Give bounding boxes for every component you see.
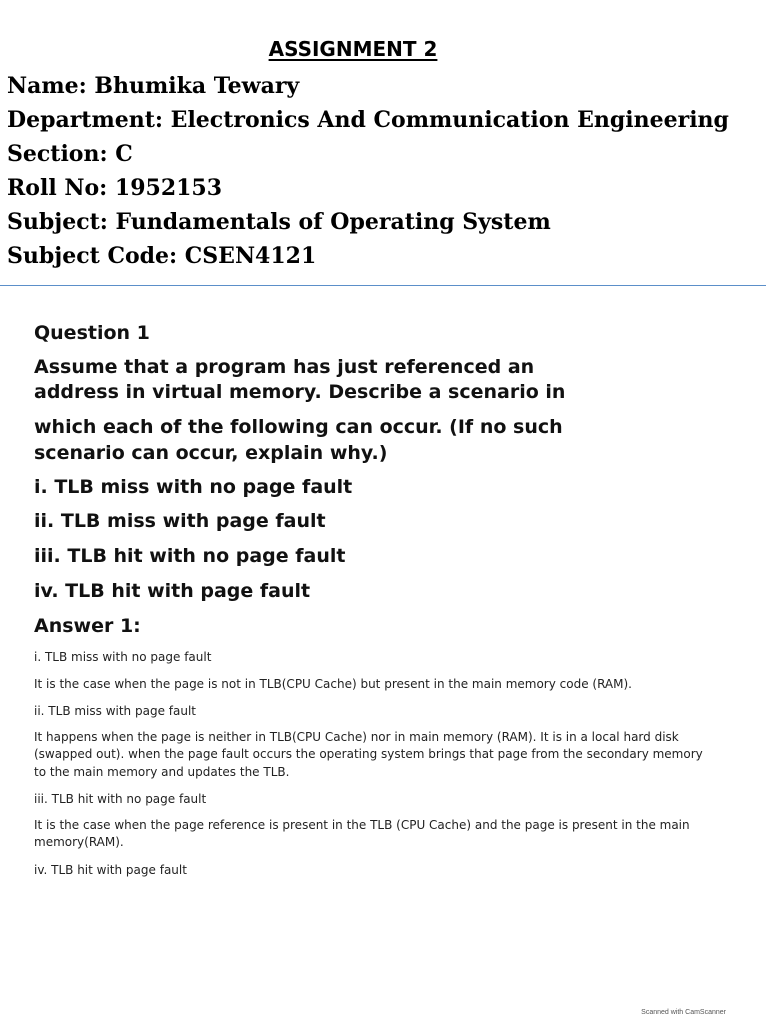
- answer-paragraph-line: It is the case when the page is not in TLB(CPU Cache) but present in the main memory code (RAM).: [34, 677, 632, 691]
- answer-paragraph-line: (swapped out). when the page fault occurs the operating system brings that page from the secondary memory: [34, 747, 703, 761]
- department-line: Department: Electronics And Communication Engineering: [7, 107, 729, 133]
- question-text-line: Assume that a program has just referenced an: [34, 356, 535, 378]
- answer-paragraph-line: It happens when the page is neither in TLB(CPU Cache) nor in main memory (RAM). It is in a local hard disk: [34, 730, 679, 744]
- answer-subheading: i. TLB miss with no page fault: [34, 650, 212, 664]
- question-item: ii. TLB miss with page fault: [34, 510, 326, 532]
- answer-subheading: iii. TLB hit with no page fault: [34, 792, 207, 806]
- question-text-line: which each of the following can occur. (If no such: [34, 416, 563, 438]
- answer-heading: Answer 1:: [34, 615, 141, 637]
- section-divider: [0, 285, 766, 286]
- question-item: iv. TLB hit with page fault: [34, 580, 311, 602]
- subject-code-line: Subject Code: CSEN4121: [7, 243, 317, 269]
- section-line: Section: C: [7, 141, 133, 167]
- answer-subheading: ii. TLB miss with page fault: [34, 704, 196, 718]
- answer-paragraph-line: memory(RAM).: [34, 835, 124, 849]
- question-item: iii. TLB hit with no page fault: [34, 545, 346, 567]
- name-line: Name: Bhumika Tewary: [7, 73, 300, 99]
- assignment-title: ASSIGNMENT 2: [268, 37, 438, 61]
- answer-paragraph-line: to the main memory and updates the TLB.: [34, 765, 290, 779]
- answer-subheading: iv. TLB hit with page fault: [34, 863, 187, 877]
- subject-line: Subject: Fundamentals of Operating System: [7, 209, 551, 235]
- answer-paragraph-line: It is the case when the page reference is present in the TLB (CPU Cache) and the page is present in the main: [34, 818, 690, 832]
- question-heading: Question 1: [34, 322, 150, 344]
- question-item: i. TLB miss with no page fault: [34, 476, 353, 498]
- roll-no-line: Roll No: 1952153: [7, 175, 223, 201]
- question-text-line: scenario can occur, explain why.): [34, 442, 388, 464]
- question-text-line: address in virtual memory. Describe a scenario in: [34, 381, 566, 403]
- scanner-stamp: Scanned with CamScanner: [641, 1009, 726, 1016]
